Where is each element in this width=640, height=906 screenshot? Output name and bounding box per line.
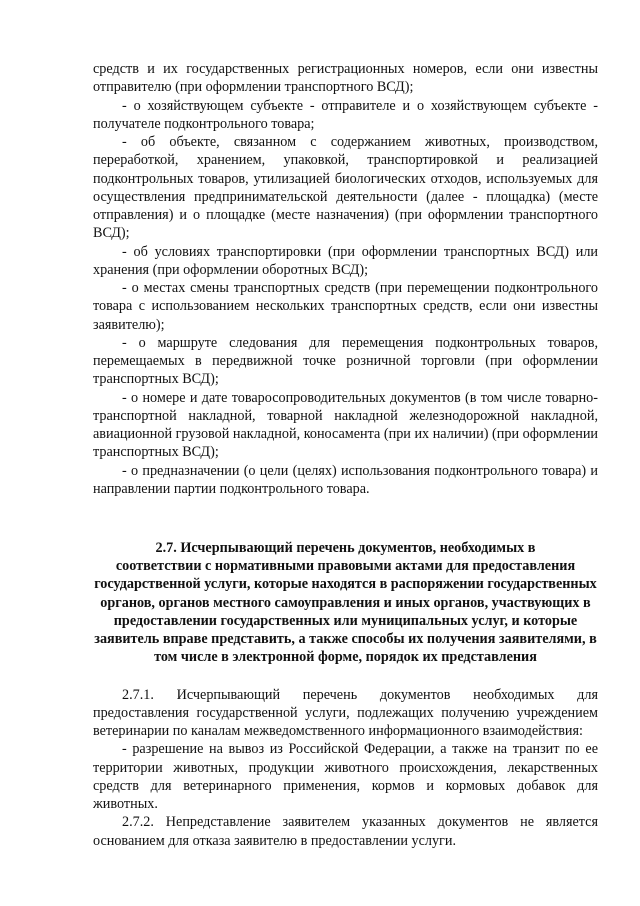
list-item-line: - об объекте, связанном с содержанием животных, производством, [122,134,598,150]
list-item-line: - об условиях транспортировки (при оформлении транспортных ВСД) или [122,244,598,260]
body-line: заявителю); [93,317,165,333]
body-line: осуществления предпринимательской деятельности (далее - площадка) (месте [93,189,598,205]
body-line: перемещаемых в передвижной точке розничной торговли (при оформлении [93,353,598,369]
section-heading: государственной услуги, которые находятся в распоряжении государственных [94,576,597,592]
section-heading: 2.7. Исчерпывающий перечень документов, необходимых в [155,540,536,556]
body-line: товара с использованием нескольких транспортных средств, если они известны [93,298,598,314]
body-line: транспортных ВСД); [93,371,219,387]
body-line: получателе подконтрольного товара; [93,116,315,132]
body-line: ветеринарии по каналам межведомственного информационного взаимодействия: [93,723,583,739]
body-line: отправителю (при оформлении транспортного ВСД); [93,79,414,95]
body-line: переработкой, хранением, упаковкой, транспортировкой и реализацией [93,152,598,168]
body-line: животных. [93,796,158,812]
list-item-line: - о номере и дате товаросопроводительных документов (в том числе товарно- [122,390,598,406]
body-line: территории животных, продукции животного происхождения, лекарственных [93,760,598,776]
list-item-line: - разрешение на вывоз из Российской Федерации, а также на транзит по ее [122,741,598,757]
section-heading: органов, органов местного самоуправления и иных органов, участвующих в [100,595,591,611]
body-line: предоставления государственной услуги, подлежащих получению учреждением [93,705,598,721]
list-item-line: - о местах смены транспортных средств (при перемещении подконтрольного [122,280,598,296]
body-line: ВСД); [93,225,130,241]
body-line: подконтрольных товаров, утилизацией биологических отходов, используемых для [93,171,598,187]
body-line: средств для ветеринарного применения, кормов и кормовых добавок для [93,778,598,794]
body-line: средств и их государственных регистрационных номеров, если они известны [93,61,598,77]
section-heading: соответствии с нормативными правовыми актами для предоставления [115,558,576,574]
body-line: авиационной грузовой накладной, коносамента (при их наличии) (при оформлении [93,426,598,442]
paragraph-line: 2.7.1. Исчерпывающий перечень документов необходимых для [122,687,598,703]
section-heading: заявитель вправе представить, а также способы их получения заявителями, в [94,631,597,647]
body-line: отправления) и о площадке (месте назначения) (при оформлении транспортного [93,207,598,223]
body-line: хранения (при оформлении оборотных ВСД); [93,262,369,278]
paragraph-line: 2.7.2. Непредставление заявителем указанных документов не является [122,814,598,830]
list-item-line: - о хозяйствующем субъекте - отправителе и о хозяйствующем субъекте - [122,98,598,114]
section-heading: предоставлении государственных или муниципальных услуг, и которые [113,613,578,629]
body-line: направлении партии подконтрольного товара. [93,481,370,497]
body-line: транспортной накладной, товарной накладной железнодорожной накладной, [93,408,598,424]
body-line: транспортных ВСД); [93,444,219,460]
list-item-line: - о предназначении (о цели (целях) использования подконтрольного товара) и [122,463,598,479]
list-item-line: - о маршруте следования для перемещения подконтрольных товаров, [122,335,598,351]
body-line: основанием для отказа заявителю в предоставлении услуги. [93,833,457,849]
section-heading: том числе в электронной форме, порядок их представления [154,649,537,665]
